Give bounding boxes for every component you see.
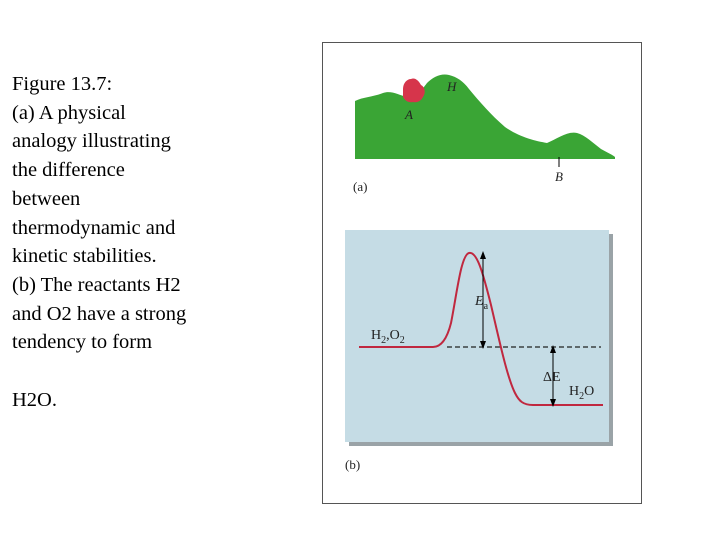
caption-line-last: H2O.	[12, 388, 57, 411]
panel-b-label: (b)	[345, 457, 361, 472]
delta-e-label: ΔE	[543, 370, 561, 385]
figure-caption	[12, 70, 227, 414]
caption-line: between	[12, 187, 81, 210]
figure-frame	[322, 42, 642, 504]
reactants-label: $H_2,O_2$	[371, 328, 405, 346]
panel-b	[345, 230, 613, 472]
panel-a-label: (a)	[353, 179, 368, 194]
caption-line: and O2 have a strong	[12, 302, 187, 325]
caption-line: tendency to form	[12, 331, 153, 354]
label-point-a: A	[405, 107, 413, 122]
product-label: $H_2O$	[569, 384, 595, 402]
caption-line: kinetic stabilities.	[12, 245, 157, 268]
caption-line: Figure 13.7:	[12, 73, 113, 95]
label-point-b: B	[555, 169, 563, 184]
caption-line: (a) A physical	[12, 101, 126, 124]
label-point-h: H	[447, 79, 457, 94]
caption-line: thermodynamic and	[12, 216, 176, 239]
ea-label: $E_a$	[475, 294, 489, 312]
panel-a	[353, 74, 615, 194]
caption-line: the difference	[12, 159, 125, 182]
caption-gap	[12, 357, 227, 386]
rock-shape	[403, 78, 425, 102]
caption-line: (b) The reactants H2	[12, 273, 181, 296]
caption-line: analogy illustrating	[12, 130, 171, 153]
figure-svg	[323, 43, 643, 505]
hill-landscape	[355, 74, 615, 159]
